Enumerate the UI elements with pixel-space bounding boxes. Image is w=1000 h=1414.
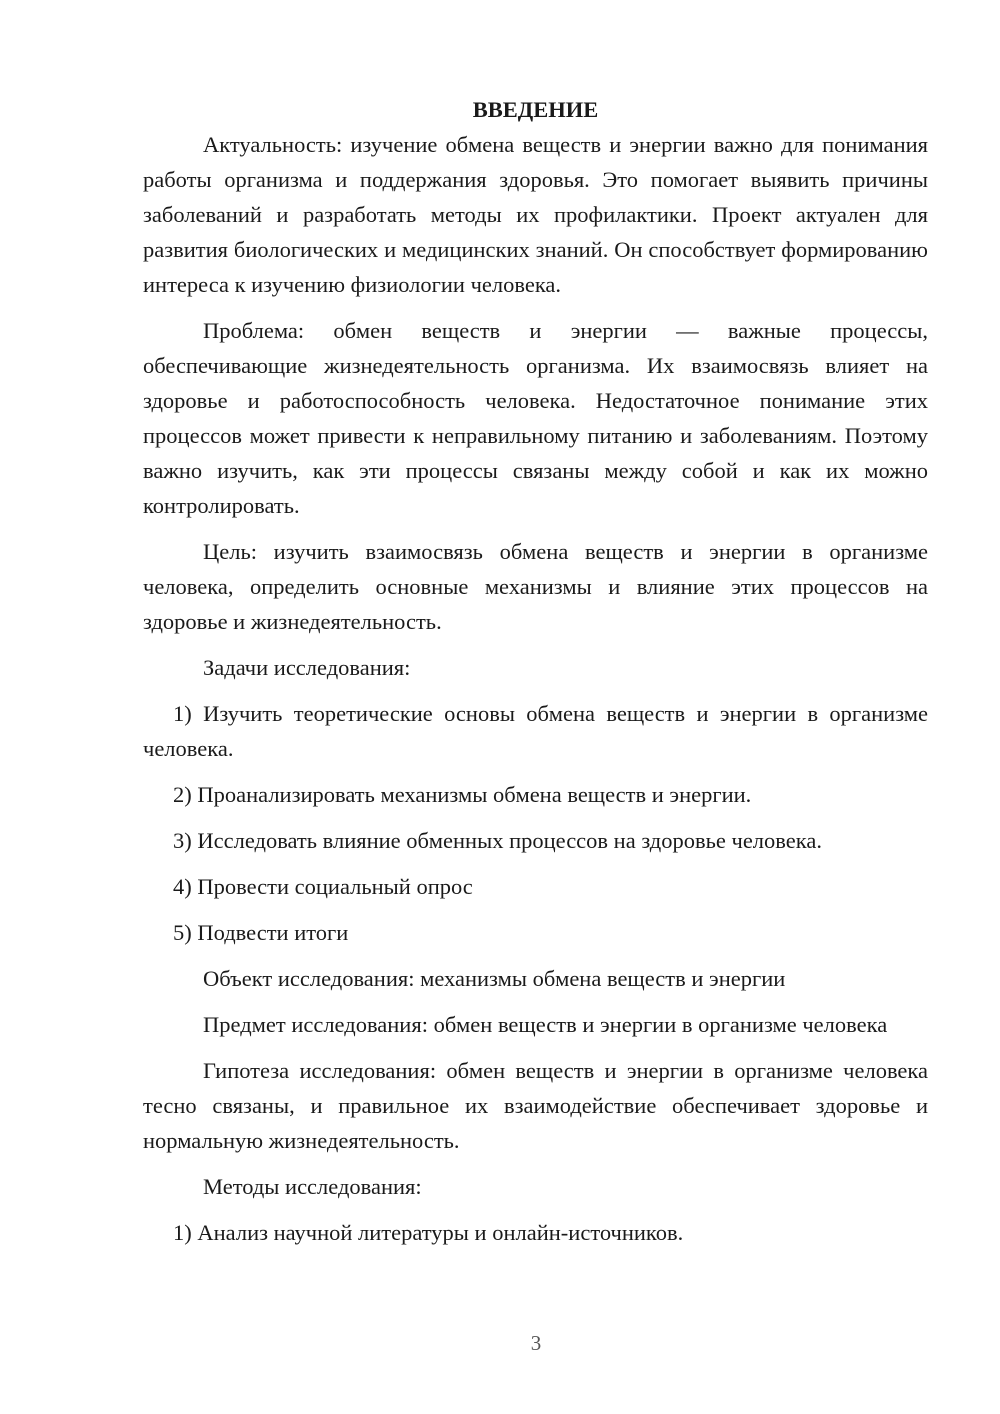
tasks-heading: Задачи исследования: [203,655,411,680]
methods-heading: Методы исследования: [203,1174,422,1199]
method-item-1: 1) Анализ научной литературы и онлайн-источников. [173,1220,684,1245]
task-item-2: 2) Проанализировать механизмы обмена веществ и энергии. [173,782,752,807]
page-content [143,92,928,1250]
page-title: ВВЕДЕНИЕ [472,97,599,122]
task-item-3: 3) Исследовать влияние обменных процессов на здоровье человека. [173,828,822,853]
goal-paragraph: Цель: изучить взаимосвязь обмена веществ и энергии в организме человека, определить основные механизмы и влияние этих процессов на здоровье и жизнедеятельность. [143,539,928,634]
task-item-1: 1) Изучить теоретические основы обмена веществ и энергии в организме человека. [143,701,928,761]
page-number: 3 [530,1331,542,1355]
task-item-4: 4) Провести социальный опрос [173,874,473,899]
task-item-5: 5) Подвести итоги [173,920,349,945]
object-paragraph: Объект исследования: механизмы обмена веществ и энергии [203,966,786,991]
subject-paragraph: Предмет исследования: обмен веществ и энергии в организме человека [203,1012,888,1037]
hypothesis-paragraph: Гипотеза исследования: обмен веществ и энергии в организме человека тесно связаны, и правильное их взаимодействие обеспечивает здоровье и нормальную жизнедеятельность. [143,1058,928,1153]
problem-paragraph: Проблема: обмен веществ и энергии — важные процессы, обеспечивающие жизнедеятельность организма. Их взаимосвязь влияет на здоровье и работоспособность человека. Недостаточное понимание этих процессов может привести к неправильному питанию и заболеваниям. Поэтому важно изучить, как эти процессы связаны между собой и как их можно контролировать. [143,318,928,518]
relevance-paragraph: Актуальность: изучение обмена веществ и энергии важно для понимания работы организма и поддержания здоровья. Это помогает выявить причины заболеваний и разработать методы их профилактики. Проект актуален для развития биологических и медицинских знаний. Он способствует формированию интереса к изучению физиологии человека. [143,132,928,297]
